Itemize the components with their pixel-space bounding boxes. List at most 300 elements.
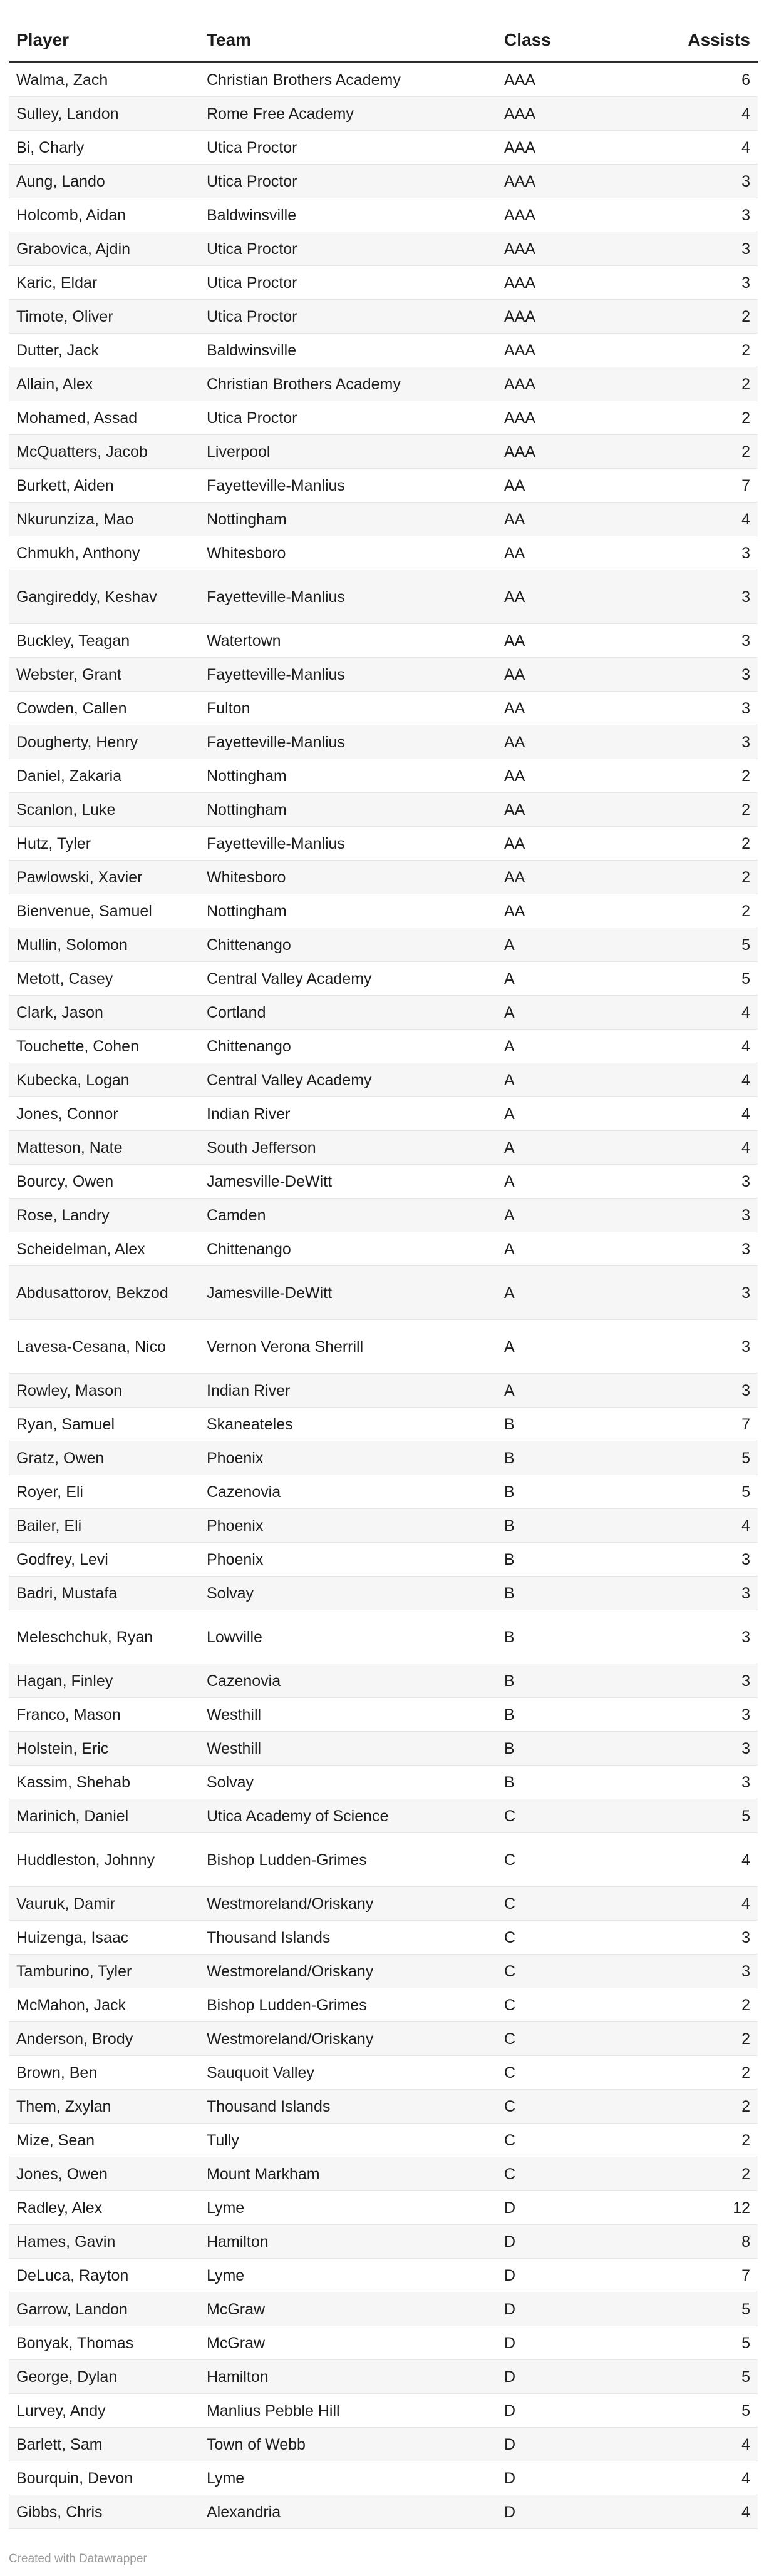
cell-class: AA <box>497 469 661 503</box>
cell-team: Vernon Verona Sherrill <box>199 1320 497 1374</box>
cell-assists: 5 <box>661 2326 758 2360</box>
cell-class: A <box>497 1320 661 1374</box>
cell-player: Marinich, Daniel <box>9 1799 199 1833</box>
cell-assists: 3 <box>661 725 758 759</box>
cell-team: Camden <box>199 1199 497 1232</box>
cell-player: Bienvenue, Samuel <box>9 894 199 928</box>
cell-class: D <box>497 2292 661 2326</box>
cell-assists: 3 <box>661 1266 758 1320</box>
cell-player: Ryan, Samuel <box>9 1408 199 1441</box>
cell-class: A <box>497 1199 661 1232</box>
cell-player: Dutter, Jack <box>9 334 199 367</box>
cell-assists: 2 <box>661 1988 758 2022</box>
table-row <box>9 1199 758 1232</box>
cell-assists: 2 <box>661 2090 758 2124</box>
cell-player: Holcomb, Aidan <box>9 198 199 232</box>
table-row <box>9 861 758 894</box>
cell-player: Allain, Alex <box>9 367 199 401</box>
table-row <box>9 536 758 570</box>
cell-player: Bourquin, Devon <box>9 2461 199 2495</box>
cell-team: Jamesville-DeWitt <box>199 1165 497 1199</box>
cell-team: Utica Proctor <box>199 266 497 300</box>
table-row <box>9 2157 758 2191</box>
cell-assists: 2 <box>661 827 758 861</box>
cell-assists: 2 <box>661 861 758 894</box>
cell-assists: 3 <box>661 1610 758 1664</box>
cell-assists: 3 <box>661 1543 758 1577</box>
cell-player: Bourcy, Owen <box>9 1165 199 1199</box>
cell-player: Anderson, Brody <box>9 2022 199 2056</box>
cell-team: Fayetteville-Manlius <box>199 570 497 624</box>
cell-team: Utica Proctor <box>199 131 497 165</box>
cell-class: AAA <box>497 97 661 131</box>
cell-team: Christian Brothers Academy <box>199 367 497 401</box>
table-row <box>9 2191 758 2225</box>
cell-assists: 2 <box>661 300 758 334</box>
cell-team: Baldwinsville <box>199 198 497 232</box>
table-row <box>9 1610 758 1664</box>
cell-team: Solvay <box>199 1766 497 1799</box>
cell-class: D <box>497 2461 661 2495</box>
cell-player: Hames, Gavin <box>9 2225 199 2259</box>
cell-team: Fayetteville-Manlius <box>199 658 497 692</box>
cell-team: Utica Proctor <box>199 300 497 334</box>
table-row <box>9 401 758 435</box>
cell-class: AA <box>497 658 661 692</box>
cell-team: Rome Free Academy <box>199 97 497 131</box>
cell-assists: 5 <box>661 962 758 996</box>
cell-assists: 4 <box>661 1833 758 1887</box>
cell-player: Sulley, Landon <box>9 97 199 131</box>
cell-assists: 5 <box>661 928 758 962</box>
table-row <box>9 928 758 962</box>
table-row <box>9 1063 758 1097</box>
table-row <box>9 131 758 165</box>
cell-assists: 2 <box>661 2124 758 2157</box>
table-row <box>9 1732 758 1766</box>
cell-class: D <box>497 2394 661 2428</box>
cell-assists: 3 <box>661 1577 758 1610</box>
cell-assists: 4 <box>661 1887 758 1921</box>
cell-assists: 3 <box>661 232 758 266</box>
cell-assists: 3 <box>661 1165 758 1199</box>
cell-assists: 6 <box>661 63 758 97</box>
cell-class: A <box>497 996 661 1030</box>
cell-team: Cazenovia <box>199 1475 497 1509</box>
table-row <box>9 1165 758 1199</box>
cell-player: Jones, Connor <box>9 1097 199 1131</box>
cell-assists: 3 <box>661 1320 758 1374</box>
cell-team: Nottingham <box>199 503 497 536</box>
cell-team: Utica Proctor <box>199 232 497 266</box>
cell-class: AAA <box>497 435 661 469</box>
cell-player: Gangireddy, Keshav <box>9 570 199 624</box>
cell-class: C <box>497 1887 661 1921</box>
cell-player: Abdusattorov, Bekzod <box>9 1266 199 1320</box>
cell-team: Westhill <box>199 1698 497 1732</box>
table-row <box>9 266 758 300</box>
cell-team: Jamesville-DeWitt <box>199 1266 497 1320</box>
table-row <box>9 2428 758 2461</box>
cell-class: AA <box>497 725 661 759</box>
cell-team: Tully <box>199 2124 497 2157</box>
cell-class: D <box>497 2360 661 2394</box>
table-row <box>9 2394 758 2428</box>
cell-player: Brown, Ben <box>9 2056 199 2090</box>
cell-assists: 3 <box>661 570 758 624</box>
cell-team: Chittenango <box>199 1030 497 1063</box>
cell-assists: 4 <box>661 2461 758 2495</box>
cell-class: D <box>497 2191 661 2225</box>
table-row <box>9 1955 758 1988</box>
cell-player: Karic, Eldar <box>9 266 199 300</box>
cell-player: Royer, Eli <box>9 1475 199 1509</box>
cell-player: McMahon, Jack <box>9 1988 199 2022</box>
cell-team: Liverpool <box>199 435 497 469</box>
table-row <box>9 1475 758 1509</box>
cell-player: Gratz, Owen <box>9 1441 199 1475</box>
cell-team: Hamilton <box>199 2360 497 2394</box>
cell-player: Lavesa-Cesana, Nico <box>9 1320 199 1374</box>
table-row <box>9 97 758 131</box>
table-row <box>9 165 758 198</box>
cell-assists: 2 <box>661 793 758 827</box>
cell-class: A <box>497 1063 661 1097</box>
cell-team: McGraw <box>199 2326 497 2360</box>
table-row <box>9 2360 758 2394</box>
cell-team: Skaneateles <box>199 1408 497 1441</box>
cell-player: Rose, Landry <box>9 1199 199 1232</box>
cell-team: Indian River <box>199 1374 497 1408</box>
cell-class: AA <box>497 894 661 928</box>
cell-class: A <box>497 1266 661 1320</box>
cell-class: AA <box>497 861 661 894</box>
cell-player: Dougherty, Henry <box>9 725 199 759</box>
cell-assists: 5 <box>661 1475 758 1509</box>
cell-team: Chittenango <box>199 928 497 962</box>
cell-class: D <box>497 2225 661 2259</box>
table-row <box>9 658 758 692</box>
cell-team: Solvay <box>199 1577 497 1610</box>
table-row <box>9 759 758 793</box>
cell-team: Utica Proctor <box>199 165 497 198</box>
cell-class: B <box>497 1766 661 1799</box>
cell-team: Westmoreland/Oriskany <box>199 2022 497 2056</box>
cell-team: Sauquoit Valley <box>199 2056 497 2090</box>
cell-assists: 3 <box>661 198 758 232</box>
cell-team: Fayetteville-Manlius <box>199 827 497 861</box>
cell-class: A <box>497 1232 661 1266</box>
datawrapper-credit: Created with Datawrapper <box>9 2552 147 2565</box>
cell-class: A <box>497 1097 661 1131</box>
cell-assists: 3 <box>661 1199 758 1232</box>
cell-team: Alexandria <box>199 2495 497 2529</box>
cell-player: Mullin, Solomon <box>9 928 199 962</box>
cell-assists: 4 <box>661 503 758 536</box>
cell-class: A <box>497 1131 661 1165</box>
cell-team: Chittenango <box>199 1232 497 1266</box>
cell-class: B <box>497 1664 661 1698</box>
table-row <box>9 63 758 97</box>
cell-player: Grabovica, Ajdin <box>9 232 199 266</box>
cell-class: AAA <box>497 300 661 334</box>
cell-team: South Jefferson <box>199 1131 497 1165</box>
cell-class: AAA <box>497 165 661 198</box>
cell-player: Bi, Charly <box>9 131 199 165</box>
table-row <box>9 1320 758 1374</box>
cell-player: Clark, Jason <box>9 996 199 1030</box>
cell-class: B <box>497 1509 661 1543</box>
table-row <box>9 2022 758 2056</box>
cell-team: Phoenix <box>199 1441 497 1475</box>
cell-class: AAA <box>497 334 661 367</box>
column-header-player[interactable]: Player <box>9 19 199 63</box>
cell-class: AA <box>497 759 661 793</box>
cell-team: Cazenovia <box>199 1664 497 1698</box>
cell-class: AA <box>497 793 661 827</box>
table-row <box>9 367 758 401</box>
cell-player: Bonyak, Thomas <box>9 2326 199 2360</box>
cell-assists: 3 <box>661 1955 758 1988</box>
cell-assists: 5 <box>661 2360 758 2394</box>
cell-team: Cortland <box>199 996 497 1030</box>
cell-assists: 4 <box>661 131 758 165</box>
cell-team: Central Valley Academy <box>199 962 497 996</box>
cell-team: Hamilton <box>199 2225 497 2259</box>
cell-assists: 3 <box>661 1921 758 1955</box>
cell-class: C <box>497 2022 661 2056</box>
table-row <box>9 1097 758 1131</box>
table-body <box>9 63 758 2529</box>
cell-team: Christian Brothers Academy <box>199 63 497 97</box>
cell-class: A <box>497 928 661 962</box>
cell-assists: 3 <box>661 165 758 198</box>
cell-assists: 5 <box>661 1799 758 1833</box>
table-row <box>9 1799 758 1833</box>
table-row <box>9 2090 758 2124</box>
cell-player: Walma, Zach <box>9 63 199 97</box>
cell-class: B <box>497 1543 661 1577</box>
cell-player: Holstein, Eric <box>9 1732 199 1766</box>
cell-assists: 3 <box>661 1374 758 1408</box>
cell-player: DeLuca, Rayton <box>9 2259 199 2292</box>
cell-class: B <box>497 1441 661 1475</box>
cell-player: Metott, Casey <box>9 962 199 996</box>
cell-class: C <box>497 1955 661 1988</box>
cell-team: Westmoreland/Oriskany <box>199 1887 497 1921</box>
table-row <box>9 2259 758 2292</box>
cell-assists: 4 <box>661 2428 758 2461</box>
cell-player: Kubecka, Logan <box>9 1063 199 1097</box>
cell-team: Central Valley Academy <box>199 1063 497 1097</box>
cell-class: AAA <box>497 367 661 401</box>
cell-team: Town of Webb <box>199 2428 497 2461</box>
table-row <box>9 1577 758 1610</box>
cell-team: Mount Markham <box>199 2157 497 2191</box>
column-header-assists[interactable]: Assists <box>661 19 758 63</box>
cell-player: Meleschchuk, Ryan <box>9 1610 199 1664</box>
cell-assists: 2 <box>661 367 758 401</box>
cell-player: McQuatters, Jacob <box>9 435 199 469</box>
cell-assists: 5 <box>661 2394 758 2428</box>
cell-player: Webster, Grant <box>9 658 199 692</box>
cell-assists: 7 <box>661 469 758 503</box>
cell-player: Aung, Lando <box>9 165 199 198</box>
cell-assists: 4 <box>661 1063 758 1097</box>
cell-team: Watertown <box>199 624 497 658</box>
cell-assists: 3 <box>661 1732 758 1766</box>
table-row <box>9 894 758 928</box>
header-row <box>9 19 758 63</box>
cell-team: Bishop Ludden-Grimes <box>199 1833 497 1887</box>
cell-player: George, Dylan <box>9 2360 199 2394</box>
cell-player: Buckley, Teagan <box>9 624 199 658</box>
table-row <box>9 2461 758 2495</box>
cell-assists: 2 <box>661 435 758 469</box>
table-row <box>9 793 758 827</box>
cell-assists: 3 <box>661 1664 758 1698</box>
cell-team: Phoenix <box>199 1509 497 1543</box>
cell-player: Godfrey, Levi <box>9 1543 199 1577</box>
cell-player: Huddleston, Johnny <box>9 1833 199 1887</box>
cell-class: C <box>497 2056 661 2090</box>
cell-assists: 2 <box>661 2157 758 2191</box>
cell-class: AAA <box>497 401 661 435</box>
cell-player: Barlett, Sam <box>9 2428 199 2461</box>
cell-class: AAA <box>497 266 661 300</box>
cell-player: Rowley, Mason <box>9 1374 199 1408</box>
cell-team: Thousand Islands <box>199 1921 497 1955</box>
cell-class: AAA <box>497 63 661 97</box>
cell-team: Phoenix <box>199 1543 497 1577</box>
table-row <box>9 1543 758 1577</box>
cell-class: B <box>497 1610 661 1664</box>
cell-player: Nkurunziza, Mao <box>9 503 199 536</box>
cell-class: AA <box>497 827 661 861</box>
cell-assists: 2 <box>661 894 758 928</box>
cell-class: D <box>497 2428 661 2461</box>
table-row <box>9 692 758 725</box>
cell-team: Whitesboro <box>199 536 497 570</box>
cell-team: Nottingham <box>199 759 497 793</box>
table-row <box>9 725 758 759</box>
cell-assists: 3 <box>661 658 758 692</box>
cell-class: AA <box>497 692 661 725</box>
cell-player: Scanlon, Luke <box>9 793 199 827</box>
table-row <box>9 469 758 503</box>
cell-team: Lyme <box>199 2259 497 2292</box>
cell-assists: 4 <box>661 1097 758 1131</box>
cell-assists: 2 <box>661 2022 758 2056</box>
cell-class: D <box>497 2326 661 2360</box>
cell-player: Them, Zxylan <box>9 2090 199 2124</box>
table-row <box>9 1664 758 1698</box>
cell-assists: 2 <box>661 334 758 367</box>
cell-assists: 7 <box>661 1408 758 1441</box>
cell-player: Jones, Owen <box>9 2157 199 2191</box>
cell-team: Lyme <box>199 2461 497 2495</box>
cell-team: Utica Academy of Science <box>199 1799 497 1833</box>
cell-class: B <box>497 1408 661 1441</box>
cell-class: C <box>497 2090 661 2124</box>
cell-class: A <box>497 962 661 996</box>
cell-player: Vauruk, Damir <box>9 1887 199 1921</box>
cell-class: B <box>497 1475 661 1509</box>
assists-table <box>9 19 758 2529</box>
cell-player: Cowden, Callen <box>9 692 199 725</box>
cell-team: McGraw <box>199 2292 497 2326</box>
cell-assists: 3 <box>661 536 758 570</box>
cell-player: Pawlowski, Xavier <box>9 861 199 894</box>
cell-assists: 4 <box>661 1509 758 1543</box>
assists-table-container <box>9 19 758 2529</box>
cell-team: Lowville <box>199 1610 497 1664</box>
table-row <box>9 962 758 996</box>
cell-assists: 3 <box>661 1232 758 1266</box>
cell-class: C <box>497 1833 661 1887</box>
cell-player: Kassim, Shehab <box>9 1766 199 1799</box>
cell-assists: 3 <box>661 266 758 300</box>
cell-class: C <box>497 2157 661 2191</box>
table-row <box>9 2056 758 2090</box>
cell-player: Garrow, Landon <box>9 2292 199 2326</box>
cell-class: C <box>497 1988 661 2022</box>
table-row <box>9 1266 758 1320</box>
cell-class: D <box>497 2495 661 2529</box>
table-row <box>9 1509 758 1543</box>
cell-class: B <box>497 1577 661 1610</box>
cell-class: C <box>497 1921 661 1955</box>
cell-team: Fulton <box>199 692 497 725</box>
table-row <box>9 1766 758 1799</box>
table-row <box>9 1698 758 1732</box>
cell-player: Hagan, Finley <box>9 1664 199 1698</box>
table-row <box>9 198 758 232</box>
table-row <box>9 2326 758 2360</box>
table-row <box>9 827 758 861</box>
table-row <box>9 570 758 624</box>
table-row <box>9 1374 758 1408</box>
cell-player: Franco, Mason <box>9 1698 199 1732</box>
cell-class: A <box>497 1374 661 1408</box>
cell-class: B <box>497 1698 661 1732</box>
cell-player: Lurvey, Andy <box>9 2394 199 2428</box>
cell-player: Timote, Oliver <box>9 300 199 334</box>
table-row <box>9 1030 758 1063</box>
cell-player: Mize, Sean <box>9 2124 199 2157</box>
cell-team: Westmoreland/Oriskany <box>199 1955 497 1988</box>
cell-class: AAA <box>497 131 661 165</box>
table-row <box>9 503 758 536</box>
cell-assists: 3 <box>661 1698 758 1732</box>
cell-player: Scheidelman, Alex <box>9 1232 199 1266</box>
table-row <box>9 624 758 658</box>
cell-team: Thousand Islands <box>199 2090 497 2124</box>
cell-assists: 4 <box>661 1131 758 1165</box>
cell-assists: 7 <box>661 2259 758 2292</box>
cell-class: B <box>497 1732 661 1766</box>
cell-player: Hutz, Tyler <box>9 827 199 861</box>
cell-assists: 2 <box>661 401 758 435</box>
table-row <box>9 1921 758 1955</box>
column-header-class[interactable]: Class <box>497 19 661 63</box>
column-header-team[interactable]: Team <box>199 19 497 63</box>
cell-assists: 2 <box>661 759 758 793</box>
table-row <box>9 1131 758 1165</box>
cell-assists: 12 <box>661 2191 758 2225</box>
table-row <box>9 2225 758 2259</box>
cell-player: Radley, Alex <box>9 2191 199 2225</box>
